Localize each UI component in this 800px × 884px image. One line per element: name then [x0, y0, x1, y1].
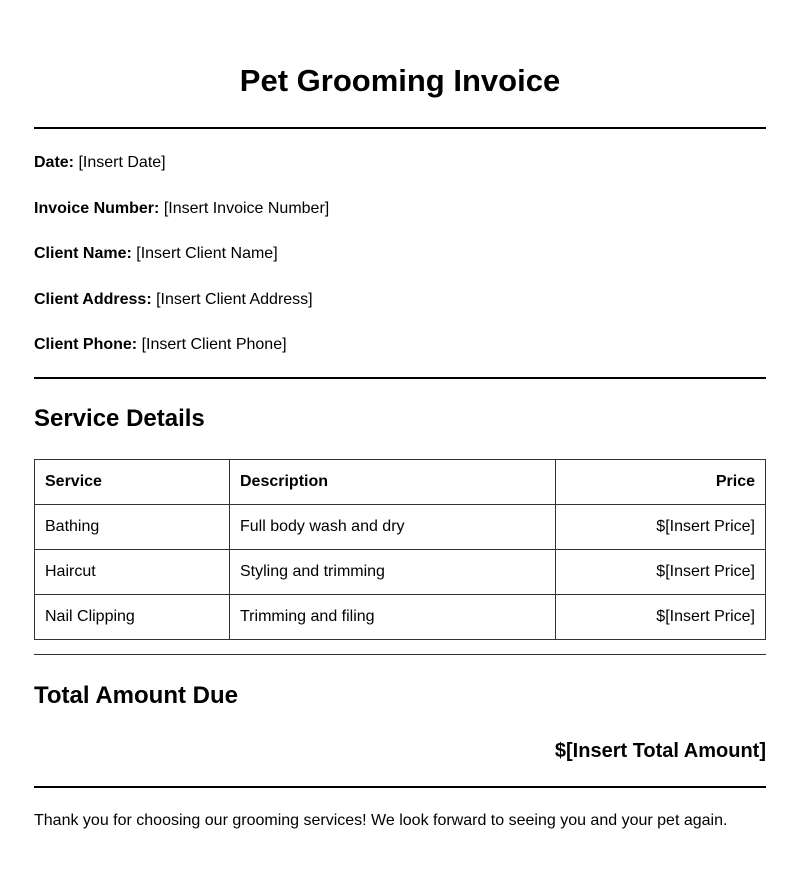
column-header-description: Description: [230, 460, 556, 505]
page-title: Pet Grooming Invoice: [239, 63, 561, 98]
date-label: Date:: [34, 154, 75, 171]
client-name-field: [34, 244, 278, 264]
client-address-label: Client Address:: [34, 291, 152, 308]
table-row: [35, 595, 766, 640]
service-cell: Haircut: [35, 550, 230, 595]
price-cell: $[Insert Price]: [556, 550, 766, 595]
footer-note: Thank you for choosing our grooming services! We look forward to seeing you and your pet again.: [34, 812, 728, 829]
date-value: [Insert Date]: [78, 154, 166, 171]
total-amount-value: $[Insert Total Amount]: [554, 740, 766, 762]
date-field: [34, 153, 166, 173]
service-cell: Nail Clipping: [35, 595, 230, 640]
details-divider: [34, 377, 766, 379]
invoice-number-field: [34, 199, 329, 219]
price-cell: $[Insert Price]: [556, 595, 766, 640]
client-phone-field: [34, 335, 287, 355]
service-cell: Bathing: [35, 505, 230, 550]
total-amount-heading: Total Amount Due: [34, 682, 238, 709]
invoice-number-label: Invoice Number:: [34, 200, 160, 217]
description-cell: Full body wash and dry: [230, 505, 556, 550]
client-name-value: [Insert Client Name]: [136, 245, 278, 262]
price-cell: $[Insert Price]: [556, 505, 766, 550]
title-divider: [34, 127, 766, 129]
client-address-value: [Insert Client Address]: [156, 291, 313, 308]
service-details-heading: Service Details: [34, 405, 205, 432]
table-row: [35, 550, 766, 595]
client-phone-label: Client Phone:: [34, 336, 138, 353]
total-divider: [34, 786, 766, 788]
client-phone-value: [Insert Client Phone]: [141, 336, 287, 353]
services-table: [34, 459, 766, 640]
description-cell: Styling and trimming: [230, 550, 556, 595]
client-address-field: [34, 290, 313, 310]
table-header-row: [35, 460, 766, 505]
invoice-number-value: [Insert Invoice Number]: [163, 200, 330, 217]
description-cell: Trimming and filing: [230, 595, 556, 640]
column-header-price: Price: [556, 460, 766, 505]
client-name-label: Client Name:: [34, 245, 132, 262]
column-header-service: Service: [35, 460, 230, 505]
table-divider: [34, 654, 766, 655]
table-row: [35, 505, 766, 550]
